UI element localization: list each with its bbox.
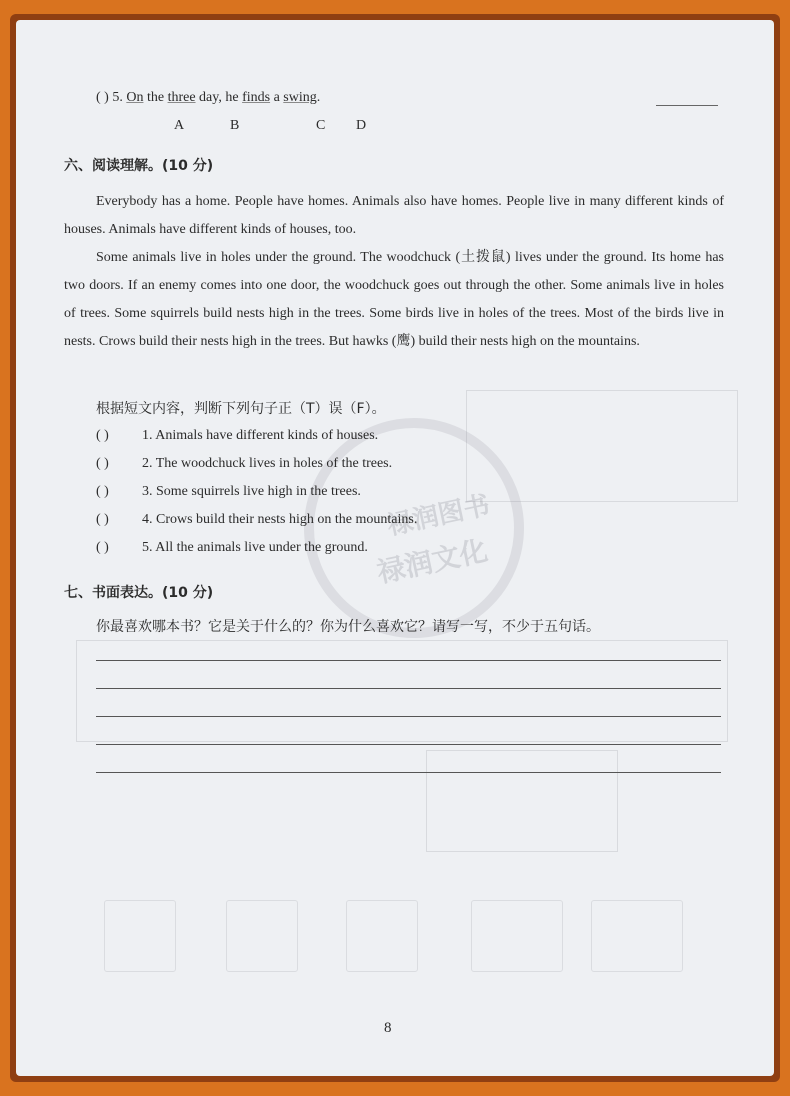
tf-item-text: 2. The woodchuck lives in holes of the trees. — [142, 456, 393, 471]
bleed-through-picture — [104, 900, 176, 972]
word-c: finds — [242, 90, 271, 105]
writing-line[interactable] — [96, 688, 721, 689]
tf-item-text: 5. All the animals live under the ground. — [142, 540, 368, 555]
answer-paren[interactable]: ( ) — [96, 456, 109, 471]
answer-paren[interactable]: ( ) — [96, 484, 109, 499]
bleed-through-picture — [471, 900, 563, 972]
section-7-title: 七、书面表达。(10 分) — [64, 585, 214, 601]
tf-item-text: 4. Crows build their nests high on the mountains. — [142, 512, 418, 527]
bleed-through-picture — [346, 900, 418, 972]
answer-blank-line[interactable] — [656, 105, 718, 106]
tf-item-text: 1. Animals have different kinds of houses. — [142, 428, 379, 443]
writing-line[interactable] — [96, 660, 721, 661]
bleed-through-picture — [226, 900, 298, 972]
question-5 — [96, 90, 320, 106]
answer-paren[interactable]: ( ) — [96, 540, 109, 555]
word: the — [146, 90, 165, 105]
choice-label-a: A — [174, 118, 185, 133]
word: he — [225, 90, 239, 105]
word: a — [273, 90, 280, 105]
answer-paren[interactable]: ( ) — [96, 512, 109, 527]
tf-item — [96, 484, 361, 500]
reading-paragraph-1: Everybody has a home. People have homes. Animals also have homes. People live in many different kinds of houses. Animals have different kinds of houses, too. — [64, 194, 724, 237]
word: day, — [199, 90, 222, 105]
choice-label-d: D — [356, 118, 367, 133]
tf-item — [96, 456, 392, 472]
bleed-through-table — [76, 640, 728, 742]
section-6-title: 六、阅读理解。(10 分) — [64, 158, 214, 174]
watermark-text: 禄润文化 — [374, 533, 491, 590]
writing-prompt: 你最喜欢哪本书？它是关于什么的？你为什么喜欢它？请写一写，不少于五句话。 — [96, 619, 600, 635]
page-number: 8 — [384, 1020, 392, 1036]
question-number: 5. — [112, 90, 123, 105]
reading-paragraph-2: Some animals live in holes under the ground. The woodchuck (土拨鼠) lives under the ground. Its home has two doors. If an enemy comes into one door, the woodchuck goes out through the other. Some animals live in holes of trees. Some squirrels build nests high in the trees. Some birds live in holes of the trees. Most of the birds live in nests. Crows build their nests high in the trees. But hawks (鹰) build their nests high on the mountains. — [64, 250, 724, 349]
word-b: three — [167, 90, 196, 105]
writing-line[interactable] — [96, 716, 721, 717]
writing-line[interactable] — [96, 744, 721, 745]
choice-label-c: C — [316, 118, 326, 133]
tf-item-text: 3. Some squirrels live high in the trees. — [142, 484, 361, 499]
bleed-through-table — [426, 750, 618, 852]
tf-item — [96, 540, 368, 556]
word-a: On — [126, 90, 144, 105]
tf-item — [96, 428, 378, 444]
writing-line[interactable] — [96, 772, 721, 773]
choice-label-b: B — [230, 118, 240, 133]
instruction-text: 根据短文内容，判断下列句子正（T）误（F）。 — [96, 401, 386, 417]
word-d: swing — [283, 90, 317, 105]
watermark-text: 禄润图书 — [384, 490, 493, 542]
worksheet-page — [16, 20, 774, 1076]
word: . — [316, 90, 321, 105]
answer-paren[interactable]: ( ) — [96, 428, 109, 443]
tf-item — [96, 512, 417, 528]
bleed-through-picture — [591, 900, 683, 972]
answer-paren[interactable]: ( ) — [96, 90, 109, 105]
